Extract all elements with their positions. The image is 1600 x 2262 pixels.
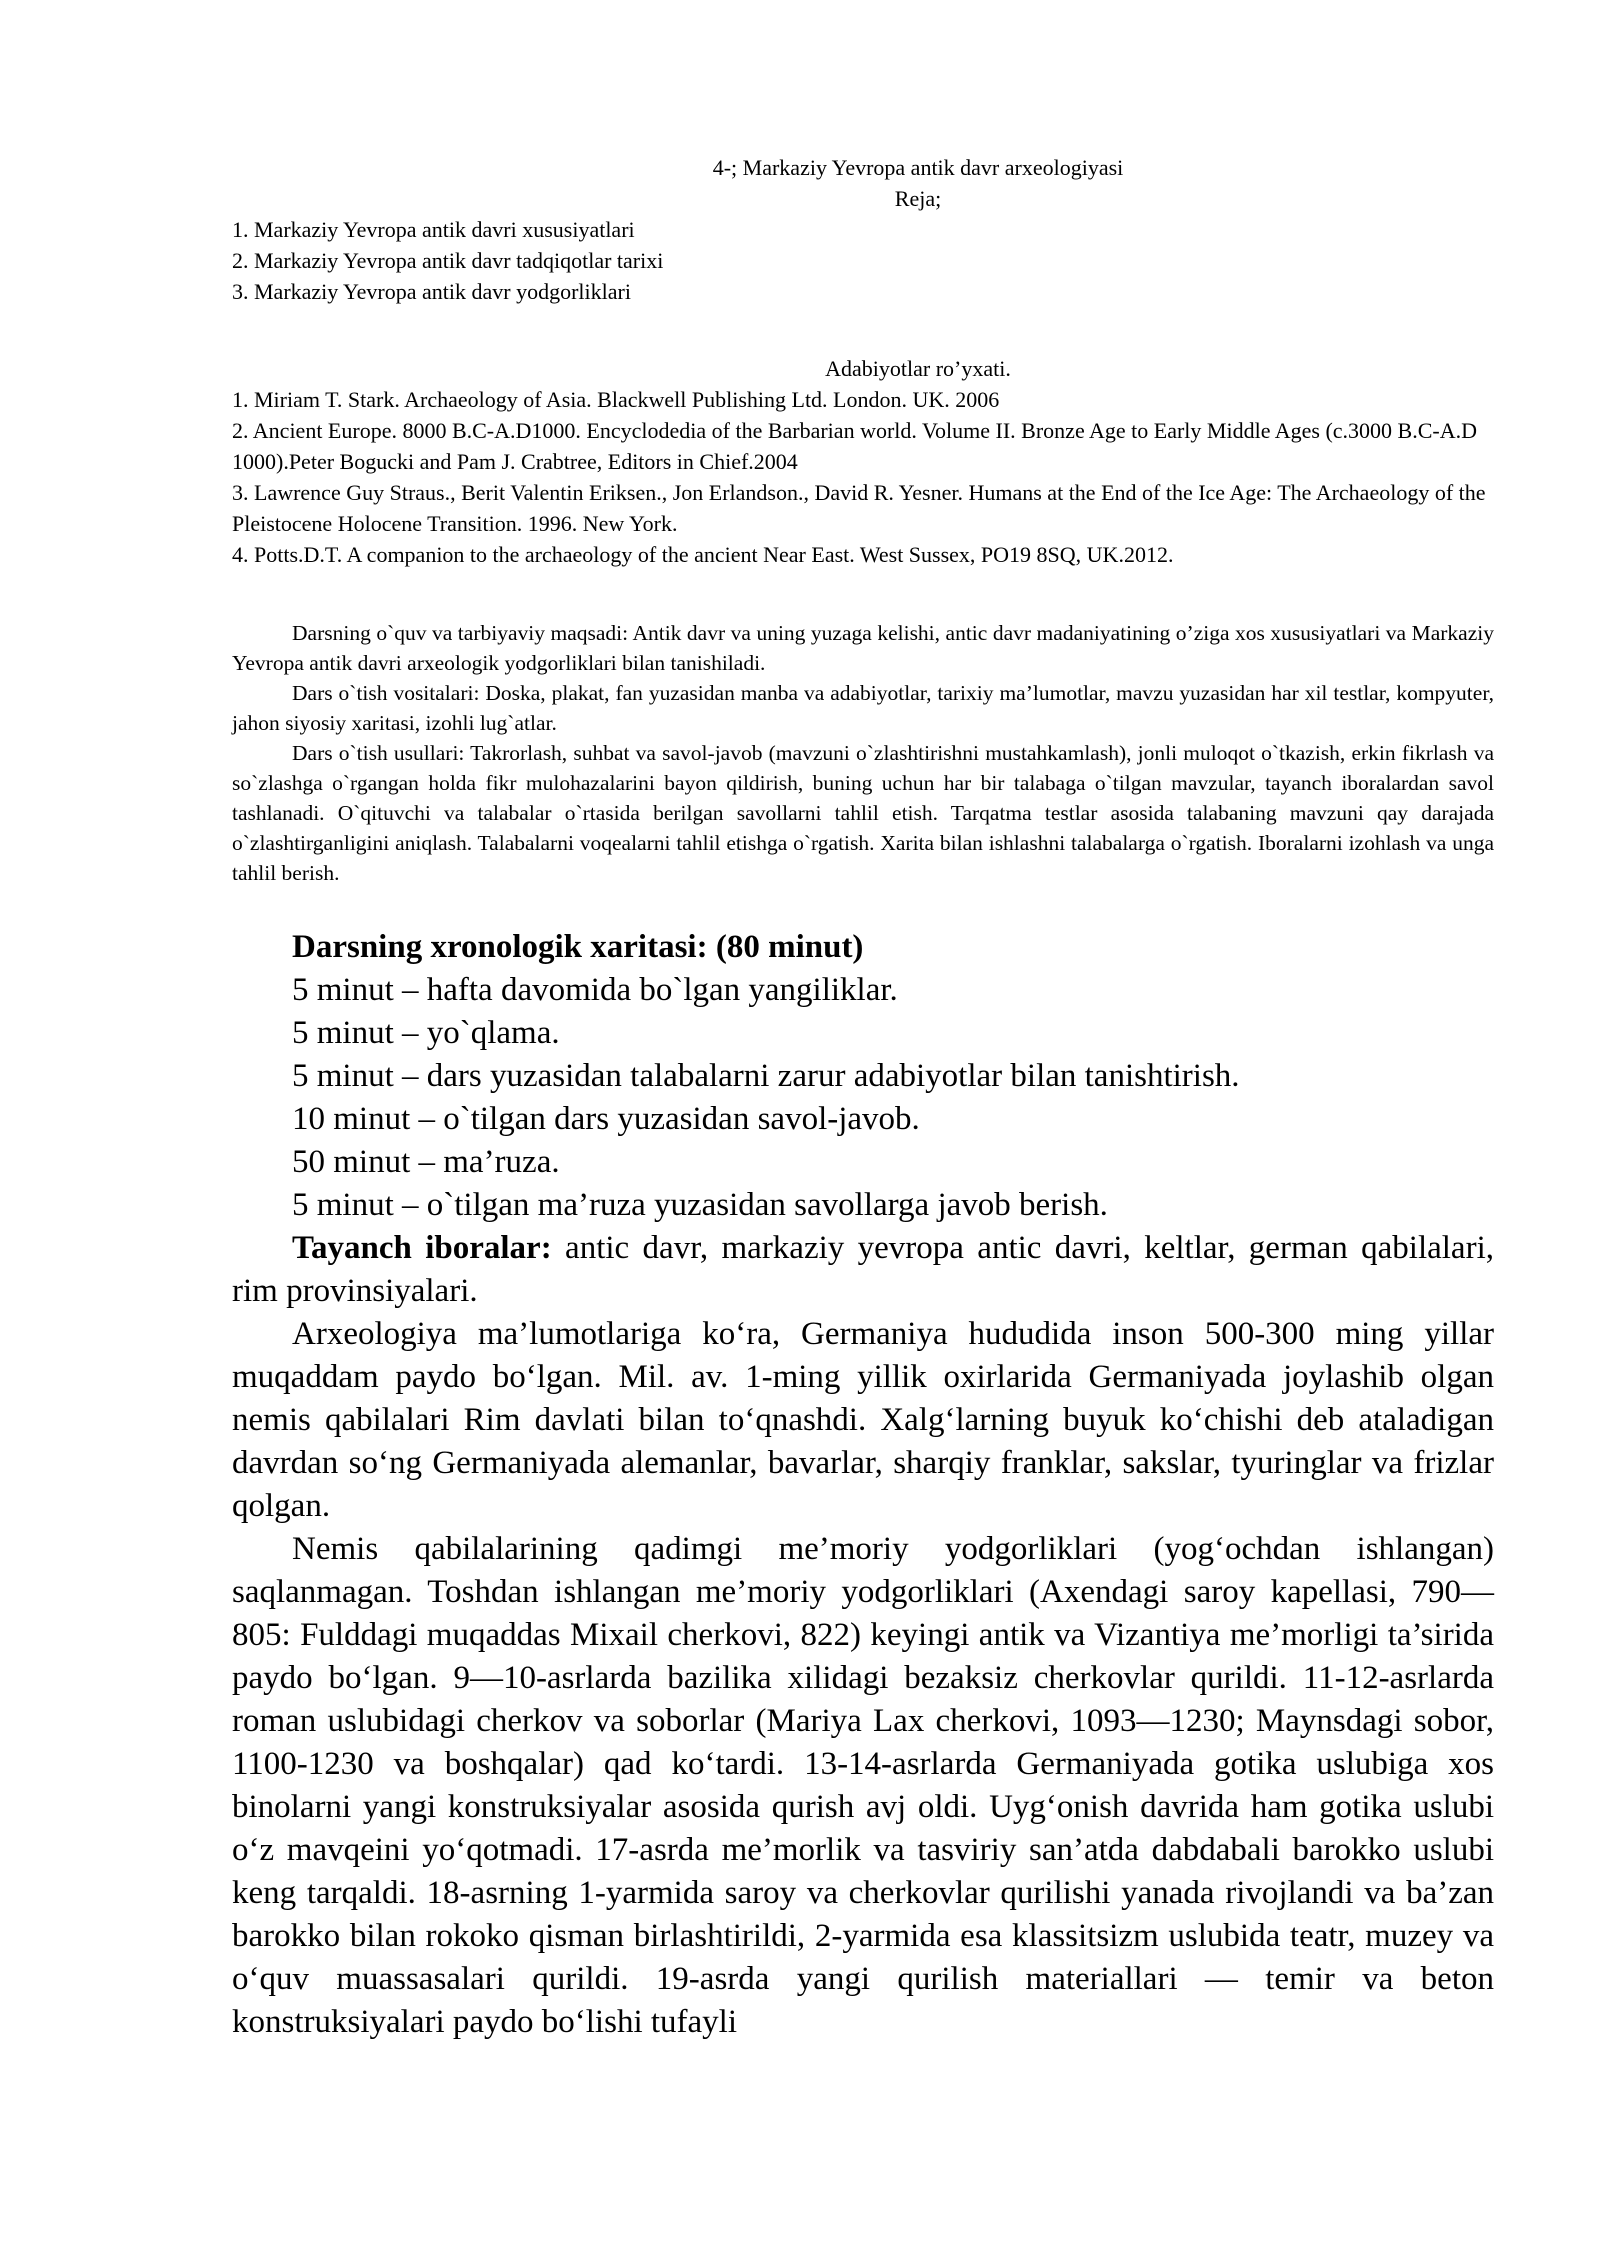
- lesson-goals: [232, 618, 1494, 888]
- literature-item: 1. Miriam T. Stark. Archaeology of Asia. Blackwell Publishing Ltd. London. UK. 2006: [232, 387, 1000, 412]
- chronology-item: 5 minut – dars yuzasidan talabalarni zarur adabiyotlar bilan tanishtirish.: [292, 1058, 1240, 1094]
- goals-paragraph: Darsning o`quv va tarbiyaviy maqsadi: Antik davr va uning yuzaga kelishi, antic davr madaniyatining o’ziga xos xususiyatlari va Markaziy Yevropa antik davri arxeologik yodgorliklari bilan tanishiladi.: [232, 621, 1494, 675]
- chronology-item: 5 minut – o`tilgan ma’ruza yuzasidan savollarga javob berish.: [292, 1187, 1108, 1223]
- plan-item: 1. Markaziy Yevropa antik davri xususiyatlari: [232, 217, 635, 242]
- literature-heading: [232, 353, 1494, 384]
- literature-item: 4. Potts.D.T. A companion to the archaeology of the ancient Near East. West Sussex, PO19 8SQ, UK.2012.: [232, 542, 1174, 567]
- main-text: [232, 1227, 1494, 2044]
- chronology-item: 10 minut – o`tilgan dars yuzasidan savol-javob.: [292, 1101, 920, 1137]
- body-paragraph: Nemis qabilalarining qadimgi me’moriy yodgorliklari (yog‘ochdan ishlangan) saqlanmagan. Toshdan ishlangan me’moriy yodgorliklari (Axendagi saroy kapellasi, 790—805: Fulddagi muqaddas Mixail cherkovi, 822) keyingi antik va Vizantiya me’morligi ta’sirida paydo bo‘lgan. 9—10-asrlarda bazilika xilidagi bezaksiz cherkovlar qurildi. 11-12-asrlarda roman uslubidagi cherkov va soborlar (Mariya Lax cherkovi, 1093—1230; Maynsdagi sobor, 1100-1230 va boshqalar) qad ko‘tardi. 13-14-asrlarda Germaniyada gotika uslubiga xos binolarni yangi konstruksiyalar asosida qurish avj oldi. Uyg‘onish davrida ham gotika uslubi o‘z mavqeini yo‘qotmadi. 17-asrda me’morlik va tasviriy san’atda dabdabali barokko uslubi keng tarqaldi. 18-asrning 1-yarmida saroy va cherkovlar qurilishi yanada rivojlandi va ba’zan barokko bilan rokoko qisman birlashtirildi, 2-yarmida esa klassitsizm uslubida teatr, muzey va o‘quv muassasalari qurildi. 19-asrda yangi qurilish materiallari — temir va beton konstruksiyalari paydo bo‘lishi tufayli: [232, 1531, 1494, 2040]
- plan-list: [232, 214, 1494, 307]
- keywords-text: antic davr, markaziy yevropa antic davri, keltlar, german qabilalari, rim provinsiyalari.: [232, 1230, 1494, 1309]
- plan-item: 3. Markaziy Yevropa antik davr yodgorliklari: [232, 279, 631, 304]
- chronology-title: Darsning xronologik xaritasi: (80 minut): [292, 929, 864, 965]
- chronology-item: 5 minut – yo`qlama.: [292, 1015, 560, 1051]
- plan-item: 2. Markaziy Yevropa antik davr tadqiqotlar tarixi: [232, 248, 664, 273]
- tools-paragraph: Dars o`tish vositalari: Doska, plakat, fan yuzasidan manba va adabiyotlar, tarixiy ma’lumotlar, mavzu yuzasidan har xil testlar, kompyuter, jahon siyosiy xaritasi, izohli lug`atlar.: [232, 681, 1494, 735]
- chronology-item: 5 minut – hafta davomida bo`lgan yangiliklar.: [292, 972, 898, 1008]
- literature-list: [232, 384, 1494, 570]
- keywords-paragraph: [232, 1227, 1494, 1313]
- literature-item: 3. Lawrence Guy Straus., Berit Valentin Eriksen., Jon Erlandson., David R. Yesner. Humans at the End of the Ice Age: The Archaeology of the Pleistocene Holocene Transition. 1996. New York.: [232, 480, 1486, 536]
- literature-title: Adabiyotlar ro’yxati.: [825, 356, 1011, 381]
- body-paragraph: Arxeologiya ma’lumotlariga ko‘ra, Germaniya hududida inson 500-300 ming yillar muqaddam paydo bo‘lgan. Mil. av. 1-ming yillik oxirlarida Germaniyada joylashib olgan nemis qabilalari Rim davlati bilan to‘qnashdi. Xalg‘larning buyuk ko‘chishi deb ataladigan davrdan so‘ng Germaniyada alemanlar, bavarlar, sharqiy franklar, sakslar, tyuringlar va frizlar qolgan.: [232, 1316, 1494, 1524]
- lecture-title: [232, 152, 1494, 183]
- keywords-label: Tayanch iboralar:: [292, 1230, 552, 1266]
- literature-item: 2. Ancient Europe. 8000 B.C-A.D1000. Encyclodedia of the Barbarian world. Volume II. Bronze Age to Early Middle Ages (c.3000 B.C-A.D 1000).Peter Bogucki and Pam J. Crabtree, Editors in Chief.2004: [232, 418, 1477, 474]
- title-text: 4-; Markaziy Yevropa antik davr arxeologiyasi: [712, 155, 1124, 180]
- methods-paragraph: Dars o`tish usullari: Takrorlash, suhbat va savol-javob (mavzuni o`zlashtirishni mustahkamlash), jonli muloqot o`tkazish, erkin fikrlash va so`zlashga o`rgangan holda fikr mulohazalarini bayon qildirish, buning uchun har bir talabaga o`tilgan mavzular, tayanch iboralardan savol tashlanadi. O`qituvchi va talabalar o`rtasida berilgan savollarni tahlil etish. Tarqatma testlar asosida talabaning mavzuni qay darajada o`zlashtirganligini aniqlash. Talabalarni voqealarni tahlil etishga o`rgatish. Xarita bilan ishlashni talabalarga o`rgatish. Iboralarni izohlash va unga tahlil berish.: [232, 741, 1494, 885]
- plan-label: Reja;: [894, 186, 942, 211]
- plan-heading: [232, 183, 1494, 214]
- chronology-item: 50 minut – ma’ruza.: [292, 1144, 560, 1180]
- chronology: [232, 926, 1494, 1227]
